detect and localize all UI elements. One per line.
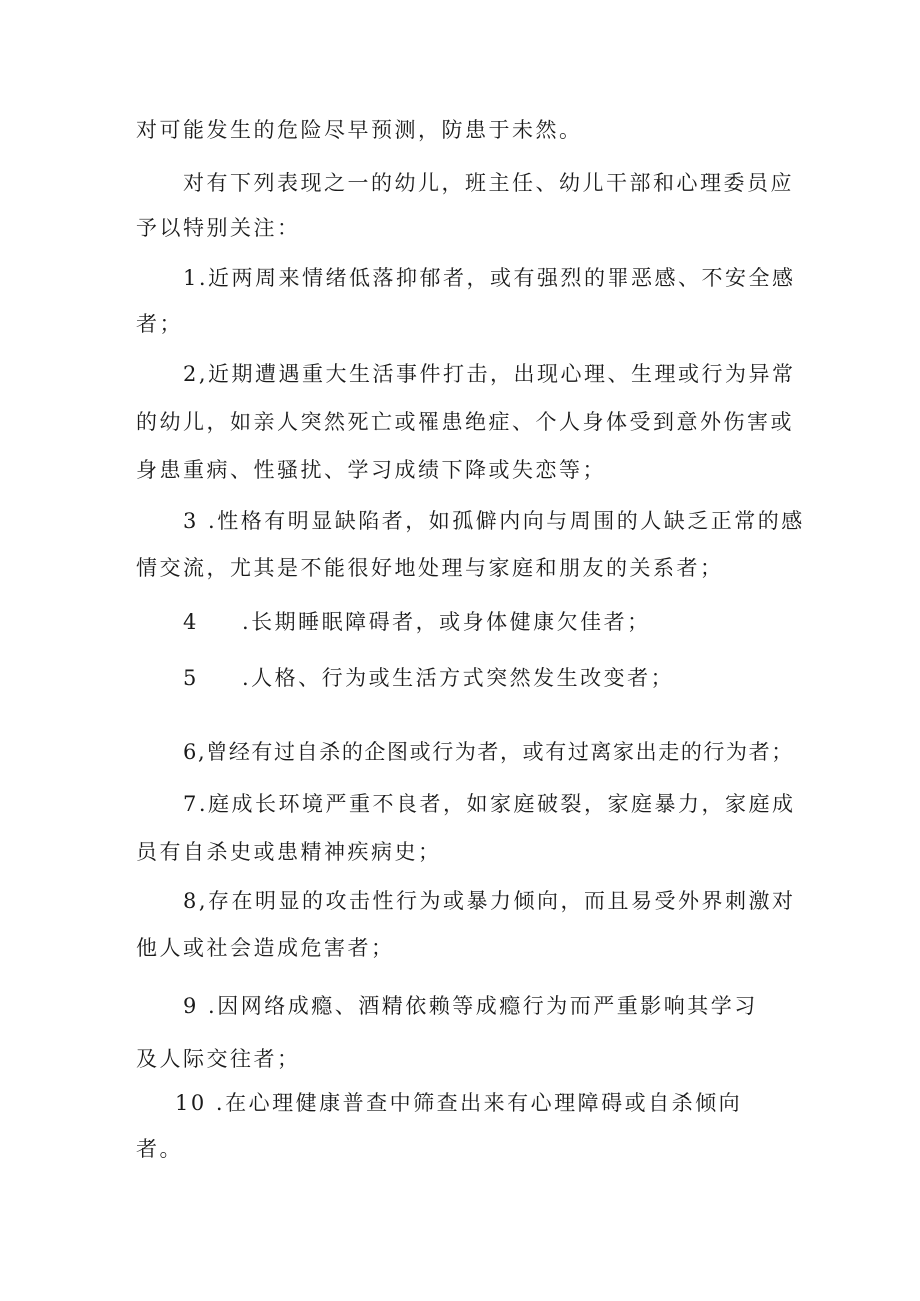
text-line: 对可能发生的危险尽早预测，防患于未然。 — [136, 118, 583, 142]
list-item-7: 7.庭成长环境严重不良者，如家庭破裂，家庭暴力，家庭成 — [183, 792, 796, 816]
text-line: 及人际交往者； — [136, 1047, 301, 1071]
list-item-6: 6,曾经有过自杀的企图或行为者，或有过离家出走的行为者； — [183, 740, 794, 764]
text-line: 身患重病、性骚扰、学习成绩下降或失恋等； — [136, 458, 606, 482]
list-item-8: 8,存在明显的攻击性行为或暴力倾向，而且易受外界刺激对 — [183, 889, 796, 913]
list-item-5-number: 5 — [183, 666, 199, 690]
text-line: 者； — [136, 312, 183, 336]
list-item-5: .人格、行为或生活方式突然发生改变者； — [242, 666, 675, 690]
list-item-4: .长期睡眠障碍者，或身体健康欠佳者； — [242, 610, 651, 634]
text-line: 予以特别关注： — [136, 216, 301, 240]
text-line: 情交流，尤其是不能很好地处理与家庭和朋友的关系者； — [136, 556, 724, 580]
list-item-3: 3 .性格有明显缺陷者，如孤僻内向与周围的人缺乏正常的感 — [183, 509, 805, 533]
text-line: 对有下列表现之一的幼儿，班主任、幼儿干部和心理委员应 — [183, 171, 794, 195]
text-line: 员有自杀史或患精神疾病史； — [136, 840, 442, 864]
text-line: 的幼儿，如亲人突然死亡或罹患绝症、个人身体受到意外伤害或 — [136, 410, 794, 434]
list-item-9: 9 .因网络成瘾、酒精依赖等成瘾行为而严重影响其学习 — [183, 994, 758, 1018]
list-item-4-number: 4 — [183, 610, 199, 634]
text-line: 者。 — [136, 1137, 183, 1161]
list-item-1: 1.近两周来情绪低落抑郁者，或有强烈的罪恶感、不安全感 — [183, 266, 796, 290]
list-item-2: 2,近期遭遇重大生活事件打击，出现心理、生理或行为异常 — [183, 362, 796, 386]
list-item-10: 10 .在心理健康普查中筛查出来有心理障碍或自杀倾向 — [175, 1091, 743, 1115]
text-line: 他人或社会造成危害者； — [136, 936, 395, 960]
